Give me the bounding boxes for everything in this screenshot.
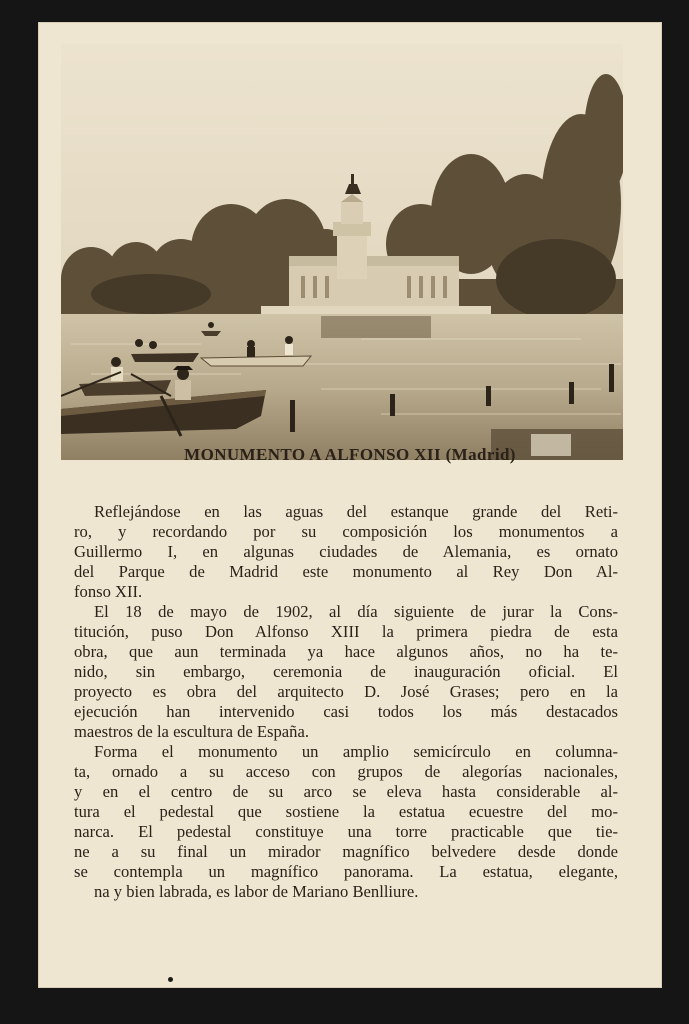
text-line: na y bien labrada, es labor de Mariano Benlliure.: [94, 882, 419, 901]
text-line: proyecto es obra del arquitecto D. José Grases; pero en la: [74, 682, 618, 701]
paragraph-2: [74, 602, 618, 742]
text-line: tura el pedestal que sostiene la estatua ecuestre del mo-: [74, 802, 618, 821]
text-line: titución, puso Don Alfonso XIII la primera piedra de esta: [74, 622, 618, 641]
monument-photo-illustration: [61, 44, 623, 460]
paragraph-3: [74, 742, 618, 902]
text-line: ne a su final un mirador magnífico belvedere desde donde: [74, 842, 618, 861]
photo-caption: MONUMENTO A ALFONSO XII (Madrid): [184, 445, 516, 464]
description-text: [74, 502, 618, 902]
monument-photo: [61, 44, 623, 460]
text-line: maestros de la escultura de España.: [74, 722, 309, 741]
text-line: Guillermo I, en algunas ciudades de Alemania, es ornato: [74, 542, 618, 561]
text-line: nido, sin embargo, ceremonia de inauguración oficial. El: [74, 662, 618, 681]
paragraph-1: [74, 502, 618, 602]
text-line: y en el centro de su arco se eleva hasta considerable al-: [74, 782, 618, 801]
text-line: Reflejándose en las aguas del estanque grande del Reti-: [94, 502, 618, 521]
text-line: se contempla un magnífico panorama. La estatua, elegante,: [74, 862, 618, 881]
text-line: narca. El pedestal constituye una torre practicable que tie-: [74, 822, 618, 841]
text-line: Forma el monumento un amplio semicírculo en columna-: [94, 742, 618, 761]
text-line: El 18 de mayo de 1902, al día siguiente de jurar la Cons-: [94, 602, 618, 621]
text-line: fonso XII.: [74, 582, 143, 601]
text-line: del Parque de Madrid este monumento al Rey Don Al-: [74, 562, 618, 581]
text-line: ejecución han intervenido casi todos los más destacados: [74, 702, 618, 721]
text-line: ta, ornado a su acceso con grupos de alegorías nacionales,: [74, 762, 618, 781]
text-line: ro, y recordando por su composición los monumentos a: [74, 522, 618, 541]
ink-dot: [168, 977, 173, 982]
postcard: [38, 22, 662, 988]
text-line: obra, que aun terminada ya hace algunos años, no ha te-: [74, 642, 618, 661]
